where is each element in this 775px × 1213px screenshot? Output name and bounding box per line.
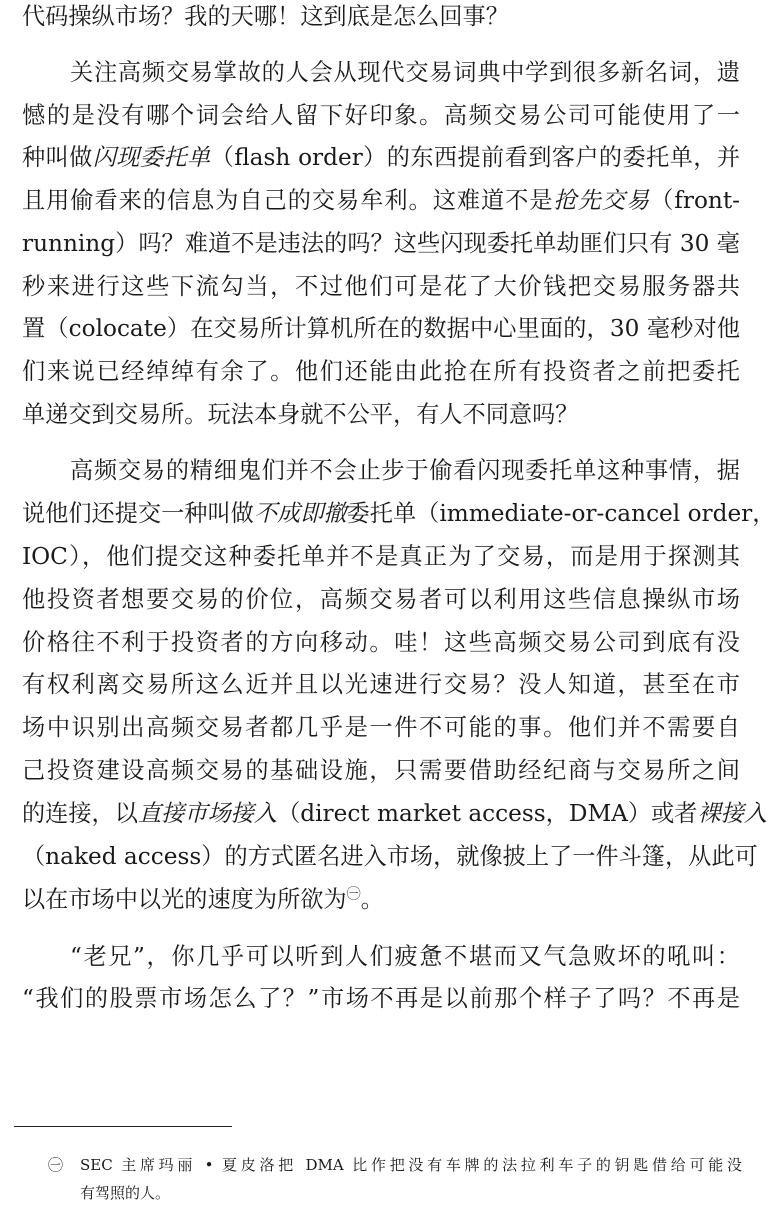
text-line: “我们的股票市场怎么了？”市场不再是以前那个样子了吗？不再是 — [22, 985, 740, 1012]
text-line: 憾的是没有哪个词会给人留下好印象。高频交易公司可能使用了一 — [22, 102, 740, 129]
text-run: 。 — [360, 886, 384, 913]
footnote-line: 有驾照的人。 — [80, 1184, 171, 1202]
term-front-running: 抢先交易 — [553, 187, 651, 214]
text-line — [22, 885, 740, 915]
text-line — [22, 186, 740, 216]
text-run: （direct market access，DMA）或者 — [277, 800, 698, 827]
text-line: running）吗？难道不是违法的吗？这些闪现委托单劫匪们只有 30 毫 — [22, 230, 740, 257]
text-run: 且用偷看来的信息为自己的交易牟利。这难道不是 — [22, 187, 554, 214]
text-line: 价格往不利于投资者的方向移动。哇！这些高频交易公司到底有没 — [22, 629, 740, 656]
footnote-mark: ㊀ — [48, 1156, 64, 1174]
term-flash-order: 闪现委托单 — [92, 144, 211, 171]
text-line — [22, 499, 775, 529]
text-line: 们来说已经绰绰有余了。他们还能由此抢在所有投资者之前把委托 — [22, 358, 740, 385]
text-line — [22, 143, 740, 173]
text-line: 高频交易的精细鬼们并不会止步于偷看闪现委托单这种事情，据 — [70, 457, 740, 484]
footnote-line: SEC 主席玛丽 • 夏皮洛把 DMA 比作把没有车牌的法拉利车子的钥匙借给可能没 — [80, 1156, 742, 1174]
text-line: “老兄”，你几乎可以听到人们疲惫不堪而又气急败坏的吼叫： — [70, 943, 740, 970]
text-line: 置（colocate）在交易所计算机所在的数据中心里面的，30 毫秒对他 — [22, 315, 740, 342]
text-line: 单递交到交易所。玩法本身就不公平，有人不同意吗？ — [22, 401, 579, 428]
text-line: 有权利离交易所这么近并且以光速进行交易？没人知道，甚至在市 — [22, 671, 740, 698]
text-line: 他投资者想要交易的价位，高频交易者可以利用这些信息操纵市场 — [22, 586, 740, 613]
text-line: 秒来进行这些下流勾当，不过他们可是花了大价钱把交易服务器共 — [22, 273, 740, 300]
text-line: 场中识别出高频交易者都几乎是一件不可能的事。他们并不需要自 — [22, 714, 740, 741]
text-line: 代码操纵市场？我的天哪！这到底是怎么回事？ — [22, 3, 509, 30]
text-run: 以在市场中以光的速度为所欲为 — [22, 886, 347, 913]
footnote-divider — [14, 1126, 232, 1127]
text-line: 己投资建设高频交易的基础设施，只需要借助经纪商与交易所之间 — [22, 757, 740, 784]
text-run: 种叫做 — [22, 144, 93, 171]
text-run: 的连接，以 — [22, 800, 138, 827]
text-run: 委托单（immediate-or-cancel order， — [346, 500, 775, 527]
term-naked-access: 裸接入 — [697, 800, 768, 827]
term-ioc: 不成即撤 — [253, 500, 347, 527]
text-line: （naked access）的方式匿名进入市场，就像披上了一件斗篷，从此可 — [22, 843, 758, 870]
text-line: 关注高频交易掌故的人会从现代交易词典中学到很多新名词，遗 — [70, 59, 740, 86]
text-line — [22, 799, 768, 829]
term-dma: 直接市场接入 — [137, 800, 278, 827]
footnote-reference[interactable]: ㊀ — [346, 886, 361, 903]
text-run: 说他们还提交一种叫做 — [22, 500, 254, 527]
text-line: IOC），他们提交这种委托单并不是真正为了交易，而是用于探测其 — [22, 543, 740, 570]
text-run: （front- — [650, 187, 741, 214]
text-run: （flash order）的东西提前看到客户的委托单，并 — [210, 144, 741, 171]
